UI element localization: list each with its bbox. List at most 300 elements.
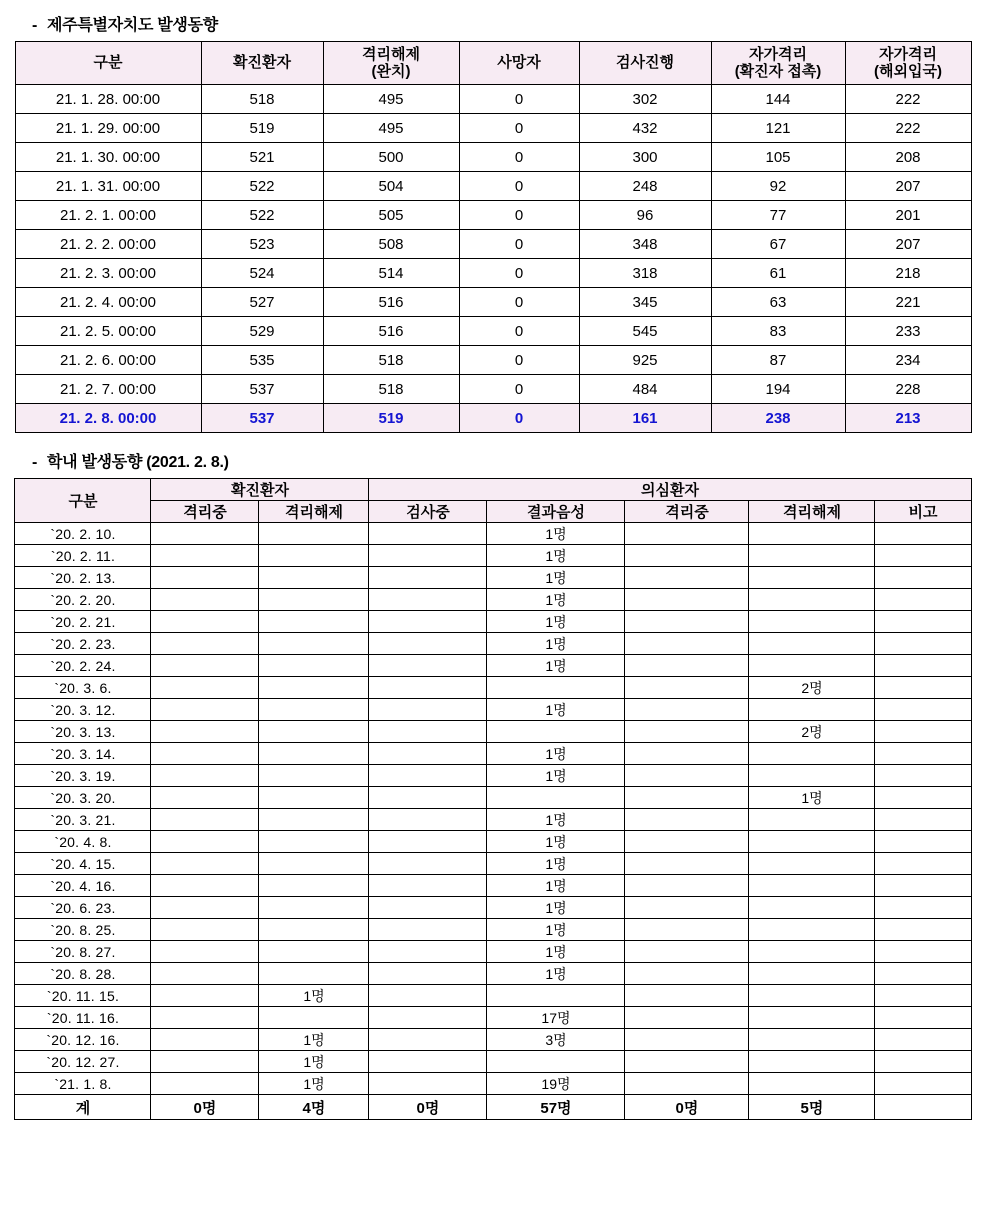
cell-note: [875, 655, 971, 677]
cell-suspected-testing: [369, 589, 487, 611]
cell-suspected-released: [749, 589, 875, 611]
cell-quarantine-contact: 105: [711, 143, 845, 172]
cell-confirmed-released: [259, 831, 369, 853]
table-row: [15, 523, 971, 545]
cell-suspected-negative: 1명: [487, 699, 625, 721]
cell-suspected-isolating: [625, 1051, 749, 1073]
cell-suspected-isolating: [625, 985, 749, 1007]
cell-suspected-negative: 1명: [487, 743, 625, 765]
section-spacer: [14, 433, 972, 447]
cell-suspected-isolating: [625, 589, 749, 611]
table-row: [15, 963, 971, 985]
cell-suspected-isolating: [625, 765, 749, 787]
cell-suspected-testing: [369, 919, 487, 941]
cell-confirmed: 523: [201, 230, 323, 259]
cell-confirmed-isolating: [151, 875, 259, 897]
cell-quarantine-overseas: 207: [845, 230, 971, 259]
cell-suspected-isolating: [625, 853, 749, 875]
cell-confirmed-released: 1명: [259, 1073, 369, 1095]
cell-suspected-released: [749, 567, 875, 589]
cell-confirmed-released: [259, 897, 369, 919]
cell-suspected-testing: [369, 523, 487, 545]
cell-released: 514: [323, 259, 459, 288]
cell-suspected-isolating: [625, 1073, 749, 1095]
cell-suspected-released: [749, 1029, 875, 1051]
cell-suspected-negative: [487, 787, 625, 809]
cell-testing: 484: [579, 375, 711, 404]
cell-confirmed: 522: [201, 201, 323, 230]
cell-suspected-isolating: [625, 941, 749, 963]
cell-suspected-testing: [369, 655, 487, 677]
cell-confirmed-released: [259, 941, 369, 963]
cell-date: `20. 3. 13.: [15, 721, 151, 743]
table-row: [15, 288, 971, 317]
cell-date: `20. 3. 19.: [15, 765, 151, 787]
cell-total-suspected-negative: 57명: [487, 1095, 625, 1120]
cell-date: `20. 4. 16.: [15, 875, 151, 897]
cell-suspected-released: [749, 941, 875, 963]
cell-confirmed-released: 1명: [259, 1051, 369, 1073]
cell-confirmed: 521: [201, 143, 323, 172]
table-row: [15, 765, 971, 787]
table-row: [15, 743, 971, 765]
cell-confirmed-isolating: [151, 655, 259, 677]
cell-suspected-testing: [369, 963, 487, 985]
col-header-quarantine-contact-l1: 자가격리: [749, 45, 807, 63]
cell-suspected-isolating: [625, 611, 749, 633]
cell-suspected-testing: [369, 765, 487, 787]
table-row: [15, 1073, 971, 1095]
cell-deaths: 0: [459, 201, 579, 230]
cell-note: [875, 1051, 971, 1073]
cell-total-label: 계: [15, 1095, 151, 1120]
cell-suspected-released: [749, 963, 875, 985]
cell-suspected-released: [749, 897, 875, 919]
cell-suspected-testing: [369, 677, 487, 699]
cell-testing: 302: [579, 85, 711, 114]
cell-suspected-isolating: [625, 809, 749, 831]
cell-date: `20. 4. 8.: [15, 831, 151, 853]
cell-date: 21. 1. 31. 00:00: [15, 172, 201, 201]
cell-released: 516: [323, 288, 459, 317]
cell-suspected-released: [749, 611, 875, 633]
cell-confirmed-released: [259, 633, 369, 655]
cell-suspected-isolating: [625, 545, 749, 567]
table-row: [15, 787, 971, 809]
cell-date: `20. 4. 15.: [15, 853, 151, 875]
cell-total-confirmed-released: 4명: [259, 1095, 369, 1120]
cell-confirmed-released: [259, 589, 369, 611]
col-header-testing: [579, 42, 711, 85]
cell-date: `20. 12. 27.: [15, 1051, 151, 1073]
cell-testing: 432: [579, 114, 711, 143]
col-header-confirmed-released: 격리해제: [259, 501, 369, 523]
cell-suspected-released: [749, 655, 875, 677]
cell-testing: 545: [579, 317, 711, 346]
cell-deaths: 0: [459, 259, 579, 288]
section-title-2: [32, 449, 972, 472]
cell-confirmed-isolating: [151, 611, 259, 633]
cell-released: 516: [323, 317, 459, 346]
col-header-suspected-negative: 결과음성: [487, 501, 625, 523]
cell-date: `20. 3. 6.: [15, 677, 151, 699]
cell-suspected-isolating: [625, 787, 749, 809]
table-row: [15, 919, 971, 941]
cell-note: [875, 941, 971, 963]
cell-quarantine-contact: 83: [711, 317, 845, 346]
table-row: [15, 875, 971, 897]
table-row: [15, 1051, 971, 1073]
cell-suspected-negative: 17명: [487, 1007, 625, 1029]
cell-quarantine-overseas: 208: [845, 143, 971, 172]
cell-suspected-isolating: [625, 919, 749, 941]
cell-date: 21. 2. 5. 00:00: [15, 317, 201, 346]
cell-deaths: 0: [459, 317, 579, 346]
col-header-suspected-group: 의심환자: [369, 479, 971, 501]
cell-quarantine-contact: 92: [711, 172, 845, 201]
cell-date: `20. 12. 16.: [15, 1029, 151, 1051]
cell-note: [875, 567, 971, 589]
cell-suspected-released: [749, 545, 875, 567]
cell-confirmed-isolating: [151, 589, 259, 611]
col-header-deaths-l1: 사망자: [497, 54, 541, 72]
cell-confirmed: 527: [201, 288, 323, 317]
cell-suspected-released: [749, 633, 875, 655]
cell-deaths: 0: [459, 404, 579, 433]
cell-suspected-negative: 1명: [487, 875, 625, 897]
cell-released: 495: [323, 114, 459, 143]
cell-suspected-released: [749, 875, 875, 897]
cell-suspected-isolating: [625, 1007, 749, 1029]
cell-confirmed-isolating: [151, 985, 259, 1007]
cell-note: [875, 809, 971, 831]
table-row: [15, 721, 971, 743]
cell-suspected-isolating: [625, 567, 749, 589]
cell-confirmed-released: 1명: [259, 985, 369, 1007]
cell-released: 519: [323, 404, 459, 433]
cell-suspected-isolating: [625, 633, 749, 655]
cell-confirmed-released: [259, 743, 369, 765]
cell-date: `20. 2. 21.: [15, 611, 151, 633]
section-dash-2: -: [32, 454, 38, 471]
table-row: [15, 699, 971, 721]
cell-suspected-released: [749, 1073, 875, 1095]
col-header-confirmed-l1: 확진환자: [233, 54, 291, 72]
cell-date: 21. 1. 28. 00:00: [15, 85, 201, 114]
cell-suspected-testing: [369, 567, 487, 589]
cell-suspected-testing: [369, 875, 487, 897]
cell-note: [875, 875, 971, 897]
col-header-released-l1: 격리해제: [362, 45, 420, 63]
cell-suspected-isolating: [625, 875, 749, 897]
cell-suspected-testing: [369, 633, 487, 655]
table-row: [15, 589, 971, 611]
table-row: [15, 633, 971, 655]
cell-suspected-released: [749, 1051, 875, 1073]
cell-suspected-negative: 1명: [487, 611, 625, 633]
cell-confirmed: 535: [201, 346, 323, 375]
cell-suspected-released: [749, 853, 875, 875]
cell-suspected-negative: 1명: [487, 567, 625, 589]
cell-total-suspected-testing: 0명: [369, 1095, 487, 1120]
cell-confirmed-isolating: [151, 523, 259, 545]
cell-confirmed-isolating: [151, 567, 259, 589]
cell-confirmed-isolating: [151, 1073, 259, 1095]
table-row: [15, 230, 971, 259]
cell-confirmed: 537: [201, 375, 323, 404]
campus-trend-table-body: [15, 523, 971, 1095]
cell-suspected-testing: [369, 721, 487, 743]
cell-confirmed-released: [259, 787, 369, 809]
table-row: [15, 677, 971, 699]
jeju-trend-table: [15, 41, 972, 433]
col-header-confirmed-group: 확진환자: [151, 479, 369, 501]
cell-deaths: 0: [459, 375, 579, 404]
cell-suspected-testing: [369, 1029, 487, 1051]
col-header-testing-l1: 검사진행: [616, 54, 674, 72]
cell-confirmed-released: [259, 765, 369, 787]
cell-confirmed-isolating: [151, 897, 259, 919]
cell-confirmed: 518: [201, 85, 323, 114]
cell-suspected-negative: 3명: [487, 1029, 625, 1051]
cell-suspected-negative: 1명: [487, 523, 625, 545]
cell-testing: 161: [579, 404, 711, 433]
section-title-2-text: 학내 발생동향 (2021. 2. 8.): [47, 454, 229, 471]
cell-testing: 248: [579, 172, 711, 201]
cell-confirmed-isolating: [151, 677, 259, 699]
cell-suspected-testing: [369, 897, 487, 919]
cell-confirmed-isolating: [151, 963, 259, 985]
cell-note: [875, 1029, 971, 1051]
cell-note: [875, 699, 971, 721]
cell-note: [875, 721, 971, 743]
cell-suspected-isolating: [625, 677, 749, 699]
table-row: [15, 1029, 971, 1051]
cell-suspected-negative: [487, 677, 625, 699]
cell-testing: 96: [579, 201, 711, 230]
cell-note: [875, 831, 971, 853]
cell-suspected-released: [749, 743, 875, 765]
cell-date: `20. 2. 24.: [15, 655, 151, 677]
cell-confirmed-isolating: [151, 633, 259, 655]
table-row: [15, 143, 971, 172]
cell-testing: 925: [579, 346, 711, 375]
table-row-latest: [15, 404, 971, 433]
cell-date: `20. 11. 16.: [15, 1007, 151, 1029]
cell-deaths: 0: [459, 172, 579, 201]
col-header-confirmed-isolating: 격리중: [151, 501, 259, 523]
col-header-quarantine-overseas: [845, 42, 971, 85]
cell-quarantine-contact: 238: [711, 404, 845, 433]
cell-note: [875, 765, 971, 787]
cell-confirmed-isolating: [151, 699, 259, 721]
cell-suspected-negative: [487, 985, 625, 1007]
cell-suspected-isolating: [625, 897, 749, 919]
cell-quarantine-contact: 87: [711, 346, 845, 375]
table-header-row-group: [15, 479, 971, 501]
cell-quarantine-overseas: 213: [845, 404, 971, 433]
cell-released: 518: [323, 375, 459, 404]
cell-confirmed: 529: [201, 317, 323, 346]
cell-note: [875, 985, 971, 1007]
cell-suspected-negative: [487, 721, 625, 743]
cell-confirmed: 522: [201, 172, 323, 201]
cell-released: 518: [323, 346, 459, 375]
cell-confirmed-released: [259, 721, 369, 743]
table-row: [15, 114, 971, 143]
cell-suspected-isolating: [625, 963, 749, 985]
cell-suspected-released: [749, 523, 875, 545]
cell-suspected-testing: [369, 743, 487, 765]
cell-suspected-testing: [369, 941, 487, 963]
cell-suspected-isolating: [625, 523, 749, 545]
table-row: [15, 611, 971, 633]
cell-confirmed-released: [259, 809, 369, 831]
cell-confirmed: 519: [201, 114, 323, 143]
cell-note: [875, 589, 971, 611]
campus-trend-table: [14, 478, 971, 1120]
cell-date: 21. 2. 6. 00:00: [15, 346, 201, 375]
cell-date: 21. 2. 7. 00:00: [15, 375, 201, 404]
cell-date: `20. 11. 15.: [15, 985, 151, 1007]
cell-suspected-testing: [369, 1073, 487, 1095]
cell-released: 508: [323, 230, 459, 259]
cell-confirmed-isolating: [151, 1007, 259, 1029]
cell-date: `20. 3. 20.: [15, 787, 151, 809]
cell-quarantine-overseas: 201: [845, 201, 971, 230]
cell-date: `20. 3. 14.: [15, 743, 151, 765]
cell-confirmed-isolating: [151, 831, 259, 853]
cell-date: `20. 2. 13.: [15, 567, 151, 589]
cell-total-suspected-released: 5명: [749, 1095, 875, 1120]
cell-date: 21. 2. 2. 00:00: [15, 230, 201, 259]
cell-confirmed-released: [259, 677, 369, 699]
campus-trend-table-foot: [15, 1095, 971, 1120]
cell-date: `20. 8. 25.: [15, 919, 151, 941]
col-header-released-l2: (완치): [371, 63, 411, 80]
cell-suspected-testing: [369, 1051, 487, 1073]
cell-suspected-negative: 19명: [487, 1073, 625, 1095]
cell-confirmed-isolating: [151, 941, 259, 963]
cell-suspected-released: [749, 831, 875, 853]
cell-date: `20. 2. 20.: [15, 589, 151, 611]
cell-note: [875, 611, 971, 633]
cell-suspected-testing: [369, 985, 487, 1007]
cell-quarantine-overseas: 233: [845, 317, 971, 346]
cell-testing: 300: [579, 143, 711, 172]
cell-confirmed: 537: [201, 404, 323, 433]
cell-suspected-negative: 1명: [487, 589, 625, 611]
cell-date: 21. 1. 30. 00:00: [15, 143, 201, 172]
col-header-note: 비고: [875, 501, 971, 523]
table-row: [15, 985, 971, 1007]
cell-date: `20. 2. 11.: [15, 545, 151, 567]
cell-quarantine-contact: 77: [711, 201, 845, 230]
cell-date: `20. 8. 28.: [15, 963, 151, 985]
cell-suspected-negative: 1명: [487, 853, 625, 875]
cell-suspected-released: [749, 919, 875, 941]
cell-confirmed-isolating: [151, 721, 259, 743]
cell-suspected-testing: [369, 831, 487, 853]
cell-note: [875, 897, 971, 919]
cell-note: [875, 1007, 971, 1029]
cell-note: [875, 523, 971, 545]
col-header-released: [323, 42, 459, 85]
cell-suspected-negative: 1명: [487, 545, 625, 567]
cell-suspected-isolating: [625, 1029, 749, 1051]
cell-total-suspected-isolating: 0명: [625, 1095, 749, 1120]
cell-suspected-testing: [369, 545, 487, 567]
cell-confirmed-isolating: [151, 787, 259, 809]
cell-note: [875, 787, 971, 809]
table-row: [15, 545, 971, 567]
cell-confirmed-released: [259, 567, 369, 589]
cell-suspected-negative: 1명: [487, 897, 625, 919]
cell-suspected-isolating: [625, 831, 749, 853]
table-row: [15, 1007, 971, 1029]
cell-suspected-isolating: [625, 655, 749, 677]
cell-quarantine-contact: 67: [711, 230, 845, 259]
cell-suspected-negative: 1명: [487, 831, 625, 853]
cell-note: [875, 963, 971, 985]
col-header-gubun: 구분: [15, 479, 151, 523]
cell-confirmed-released: [259, 875, 369, 897]
table-row: [15, 172, 971, 201]
table-row: [15, 85, 971, 114]
cell-suspected-negative: 1명: [487, 919, 625, 941]
cell-note: [875, 743, 971, 765]
cell-quarantine-contact: 144: [711, 85, 845, 114]
cell-deaths: 0: [459, 230, 579, 259]
cell-suspected-negative: 1명: [487, 809, 625, 831]
cell-released: 495: [323, 85, 459, 114]
table-row: [15, 317, 971, 346]
cell-date: `20. 6. 23.: [15, 897, 151, 919]
cell-suspected-isolating: [625, 743, 749, 765]
cell-date: `20. 2. 23.: [15, 633, 151, 655]
cell-confirmed-released: [259, 919, 369, 941]
col-header-suspected-isolating: 격리중: [625, 501, 749, 523]
cell-confirmed-isolating: [151, 809, 259, 831]
cell-suspected-testing: [369, 853, 487, 875]
cell-deaths: 0: [459, 114, 579, 143]
col-header-quarantine-overseas-l2: (해외입국): [874, 63, 942, 80]
cell-note: [875, 545, 971, 567]
cell-suspected-released: [749, 765, 875, 787]
table-row: [15, 259, 971, 288]
cell-testing: 345: [579, 288, 711, 317]
col-header-quarantine-contact: [711, 42, 845, 85]
col-header-confirmed: [201, 42, 323, 85]
table-row: [15, 831, 971, 853]
cell-suspected-isolating: [625, 699, 749, 721]
col-header-quarantine-overseas-l1: 자가격리: [879, 45, 937, 63]
cell-suspected-released: [749, 699, 875, 721]
cell-testing: 318: [579, 259, 711, 288]
cell-note: [875, 1073, 971, 1095]
cell-quarantine-contact: 121: [711, 114, 845, 143]
cell-note: [875, 853, 971, 875]
col-header-gubun: [15, 42, 201, 85]
cell-released: 505: [323, 201, 459, 230]
cell-note: [875, 677, 971, 699]
cell-quarantine-overseas: 218: [845, 259, 971, 288]
table-row: [15, 375, 971, 404]
cell-deaths: 0: [459, 346, 579, 375]
cell-suspected-testing: [369, 699, 487, 721]
cell-testing: 348: [579, 230, 711, 259]
cell-confirmed: 524: [201, 259, 323, 288]
